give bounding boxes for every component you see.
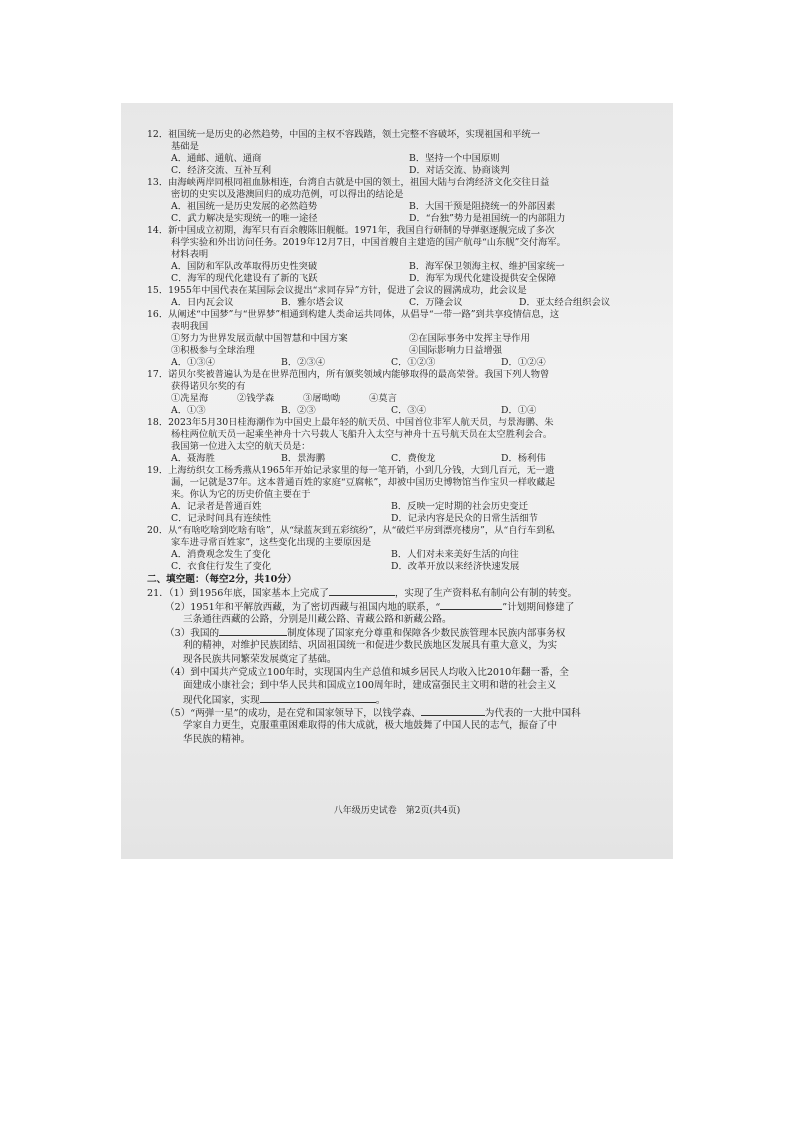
q17-statements: ①冼星海 ②钱学森 ③屠呦呦 ④莫言	[171, 393, 397, 404]
q19-options-cd: C．记录时间具有连续性 D．记录内容是民众的日常生活细节	[171, 513, 538, 524]
q13-options-ab: A．祖国统一是历史发展的必然趋势 B．大国干预是阻挠统一的外部因素	[171, 201, 556, 212]
q15-options: A．日内瓦会议 B．雅尔塔会议 C．万隆会议 D．亚太经合组织会议	[171, 297, 611, 308]
q17-stem: 17．诺贝尔奖被普遍认为是在世界范围内，所有颁奖领域内能够取得的最高荣誉。我国下列人物曾	[147, 369, 550, 380]
q16-statements-12: ①努力为世界发展贡献中国智慧和中国方案 ②在国际事务中发挥主导作用	[171, 333, 530, 344]
q12-options-ab: A．通邮、通航、通商 B．坚持一个中国原则	[171, 153, 500, 164]
q20-stem: 20．从“有啥吃啥到吃啥有啥”，从“绿蓝灰到五彩缤纷”，从“破烂平房到漂亮楼房”，从“自行车到私	[147, 525, 555, 536]
answer-blank[interactable]	[260, 693, 376, 703]
q14-options-cd: C．海军的现代化建设有了新的飞跃 D．海军为现代化建设提供安全保障	[171, 273, 556, 284]
answer-blank[interactable]	[440, 600, 502, 610]
q18-stem: 18．2023年5月30日桂海潮作为中国史上最年轻的航天员、中国首位非军人航天员，与景海鹏、朱	[147, 417, 554, 428]
page-footer: 八年级历史试卷 第2页(共4页)	[333, 806, 461, 816]
q19-options-ab: A．记录者是普通百姓 B．反映一定时期的社会历史变迁	[171, 501, 528, 512]
q21-part4: （4）到中国共产党成立100年时，实现国内生产总值和城乡居民人均收入比2010年翻一番，全	[165, 667, 569, 679]
q16-statements-34: ③积极参与全球治理 ④国际影响力日益增强	[171, 345, 502, 356]
q21-part1: 21．（1）到1956年底，国家基本上完成了 ，实现了生产资料私有制向公有制的转变。	[147, 588, 578, 600]
exam-page-photo	[121, 103, 673, 859]
q16-options: A．①③④ B．②③④ C．①②③ D．①②④	[171, 357, 546, 368]
q12-options-cd: C．经济交流、互补互利 D．对话交流、协商谈判	[171, 165, 510, 176]
section-heading-fill-in: 二、填空题：（每空2分，共10分）	[147, 574, 297, 585]
answer-blank[interactable]	[219, 626, 287, 636]
q20-options-cd: C．衣食住行发生了变化 D．改革开放以来经济快速发展	[171, 561, 520, 572]
q16-stem: 16．从阐述“中国梦”与“世界梦”相通到构建人类命运共同体，从倡导“一带一路”到共享疫情信息，这	[147, 309, 560, 320]
q19-stem: 19．上海纺织女工杨秀燕从1965年开始记录家里的每一笔开销，小到几分钱，大到几百元，无一遗	[147, 465, 555, 476]
q14-options-ab: A．国防和军队改革取得历史性突破 B．海军保卫领海主权、维护国家统一	[171, 261, 565, 272]
exam-sheet: 12．祖国统一是历史的必然趋势，中国的主权不容践踏，领土完整不容破坏，实现祖国和平统一 基础是 A．通邮、通航、通商 B．坚持一个中国原则 C．经济交流、互补互利 D．对话交流、协商谈判 13．由海峡两岸同根同祖血脉相连，台湾自古就是中国的领土，祖国大陆与台湾经济文化交往日益 密切的史实以及港澳回归的成功范例，可以得出的结论是 A．祖国统一是历史发展的必然趋势 B．大国干预是阻挠统一的外部因素 C．武力解决是实现统一的唯一途径 D．“台独”势力是祖国统一的内部阻力 14．新中国成立初期，海军只有百余艘陈旧舰艇。1971年，我国自行研制的导弹驱逐舰完成了多次 科学实验和外出访问任务。2019年12月7日，中国首艘自主建造的国产航母“山东舰”交付海军。 材料表明 A．国防和军队改革取得历史性突破 B．海军保卫领海主权、维护国家统一 C．海军的现代化建设有了新的飞跃 D．海军为现代化建设提供安全保障 15．1955年中国代表在某国际会议提出“求同存异”方针，促进了会议的圆满成功，此会议是 A．日内瓦会议 B．雅尔塔会议 C．万隆会议 D．亚太经合组织会议 16．从阐述“中国梦”与“世界梦”相通到构建人类命运共同体，从倡导“一带一路”到共享疫情信息，这 表明我国 ①努力为世界发展贡献中国智慧和中国方案 ②在国际事务中发挥主导作用 ③积极参与全球治理 ④国际影响力日益增强 A．①③④ B．②③④ C．①②③ D．①②④ 17．诺贝尔奖被普遍认为是在世界范围内，所有颁奖领域内能够取得的最高荣誉。我国下列人物曾 获得诺贝尔奖的有 ①冼星海 ②钱学森 ③屠呦呦 ④莫言 A．①③ B．②③ C．③④ D．①④ 18．2023年5月30日桂海潮作为中国史上最年轻的航天员、中国首位非军人航天员，与景海鹏、朱 杨柱两位航天员一起乘坐神舟十六号载人飞船升入太空与神舟十五号航天员在太空胜利会合。 我国第一位进入太空的航天员是： A．聂海胜 B．景海鹏 C．费俊龙 D．杨利伟 19．上海纺织女工杨秀燕从1965年开始记录家里的每一笔开销，小到几分钱，大到几百元，无一遗 漏，一记就是37年。这本普通百姓的家庭“豆腐帐”，却被中国历史博物馆当作宝贝一样收藏起 来。你认为它的历史价值主要在于 A．记录者是普通百姓 B．反映一定时期的社会历史变迁 C．记录时间具有连续性 D．记录内容是民众的日常生活细节 20．从“有啥吃啥到吃啥有啥”，从“绿蓝灰到五彩缤纷”，从“破烂平房到漂亮楼房”，从“自行车到私 家车进寻常百姓家”，这些变化出现的主要原因是 A．消费观念发生了变化 B．人们对未来美好生活的向往 C．衣食住行发生了变化 D．改革开放以来经济快速发展 二、填空题：（每空2分，共10分） 21．（1）到1956年底，国家基本上完成了 ，实现了生产资料私有制向公有制的转变。 （2）1951年和平解放西藏，为了密切西藏与祖国内地的联系，“ ”计划期间修建了 三条通往西藏的公路，分别是川藏公路、青藏公路和新藏公路。 （3）我国的 制度体现了国家充分尊重和保障各少数民族管理本民族内部事务权 利的精神，对维护民族团结、巩固祖国统一和促进少数民族地区发展具有重大意义，为实 现各民族共同繁荣发展奠定了基础。 （4）到中国共产党成立100年时，实现国内生产总值和城乡居民人均收入比2010年翻一番，全 面建成小康社会；到中华人民共和国成立100周年时，建成富强民主文明和谐的社会主义 现代化国家，实现 。 （5）“两弹一星”的成功，是在党和国家领导下，以钱学森、 为代表的一大批中国科 学家自力更生，克服重重困难取得的伟大成就，极大地鼓舞了中国人民的志气，振奋了中 华民族的精神。	[147, 129, 649, 746]
q13-stem: 13．由海峡两岸同根同祖血脉相连，台湾自古就是中国的领土，祖国大陆与台湾经济文化交往日益	[147, 177, 550, 188]
q17-options: A．①③ B．②③ C．③④ D．①④	[171, 405, 537, 416]
q21-part3: （3）我国的 制度体现了国家充分尊重和保障各少数民族管理本民族内部事务权	[165, 628, 566, 640]
q13-options-cd: C．武力解决是实现统一的唯一途径 D．“台独”势力是祖国统一的内部阻力	[171, 213, 566, 224]
answer-blank[interactable]	[421, 706, 485, 716]
q15-stem: 15．1955年中国代表在某国际会议提出“求同存异”方针，促进了会议的圆满成功，此会议是	[147, 285, 527, 296]
q14-stem: 14．新中国成立初期，海军只有百余艘陈旧舰艇。1971年，我国自行研制的导弹驱逐舰完成了多次	[147, 225, 555, 236]
q20-options-ab: A．消费观念发生了变化 B．人们对未来美好生活的向往	[171, 549, 519, 560]
q21-part5: （5）“两弹一星”的成功，是在党和国家领导下，以钱学森、 为代表的一大批中国科	[165, 707, 581, 719]
q12-stem: 12．祖国统一是历史的必然趋势，中国的主权不容践踏，领土完整不容破坏，实现祖国和平统一	[147, 129, 541, 140]
q21-part2: （2）1951年和平解放西藏，为了密切西藏与祖国内地的联系，“ ”计划期间修建了	[165, 601, 575, 613]
q18-options: A．聂海胜 B．景海鹏 C．费俊龙 D．杨利伟	[171, 453, 546, 464]
answer-blank[interactable]	[329, 586, 395, 596]
